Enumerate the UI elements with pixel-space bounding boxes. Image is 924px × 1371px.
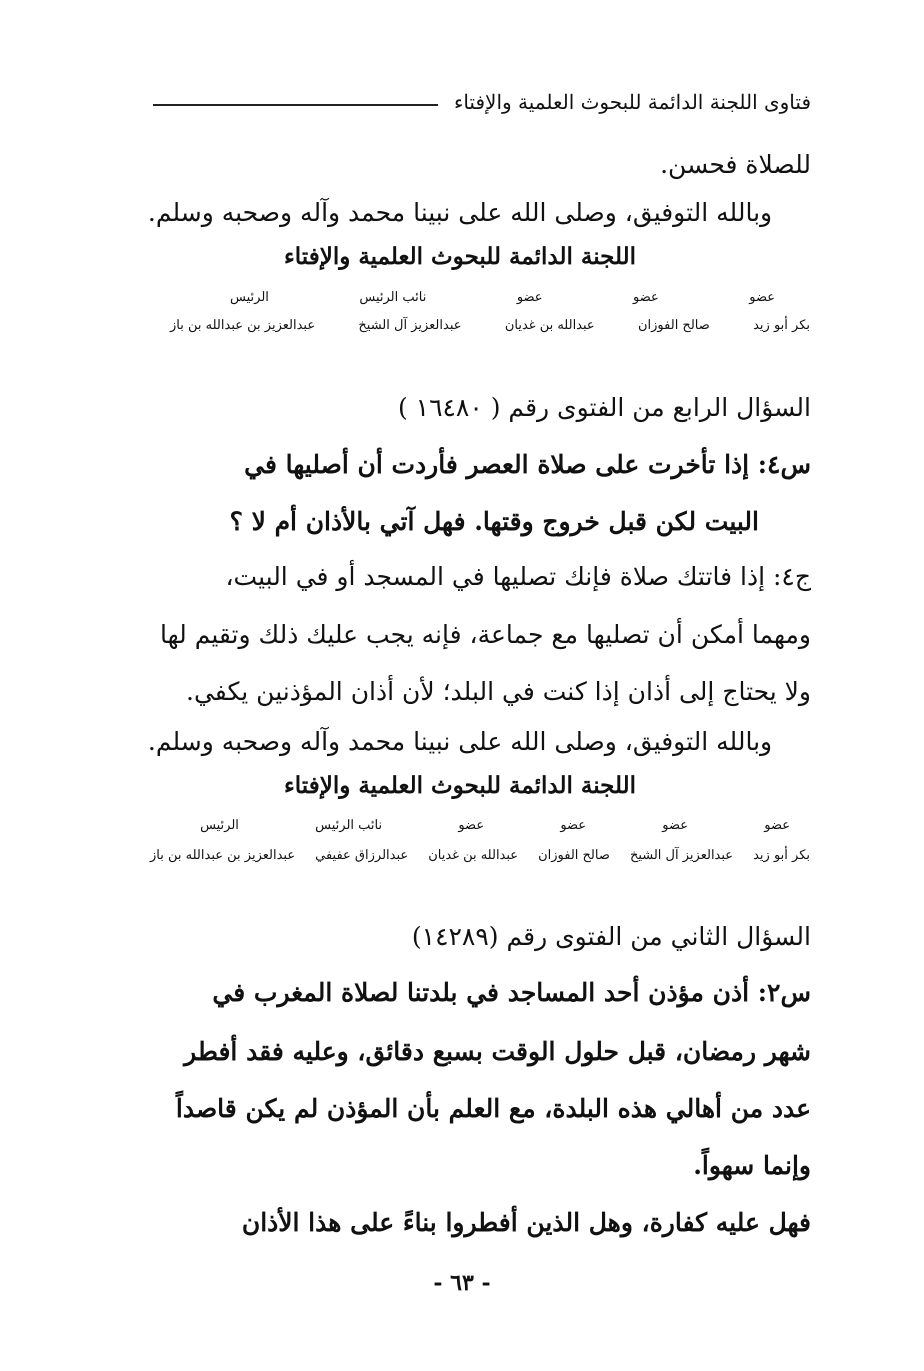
signatory-name: بكر أبو زيد — [753, 318, 810, 333]
signatory-roles — [230, 290, 775, 305]
signatory-name: عبدالعزيز بن عبدالله بن باز — [150, 848, 296, 863]
signatory-name: عبدالعزيز آل الشيخ — [358, 318, 462, 333]
text-line: للصلاة فحسن. — [660, 150, 811, 179]
signatory-name: عبدالله بن غديان — [428, 848, 519, 863]
signatory-role: الرئيس — [230, 290, 269, 305]
closing-line: وبالله التوفيق، وصلى الله على نبينا محمد وآله وصحبه وسلم. — [147, 727, 773, 756]
header-rule — [153, 104, 438, 106]
signatory-name: بكر أبو زيد — [753, 848, 810, 863]
question-line: فهل عليه كفارة، وهل الذين أفطروا بناءً على هذا الأذان — [241, 1208, 811, 1237]
running-header: فتاوى اللجنة الدائمة للبحوث العلمية والإفتاء — [453, 90, 811, 114]
closing-line: وبالله التوفيق، وصلى الله على نبينا محمد وآله وصحبه وسلم. — [147, 198, 773, 227]
page-number: - ٦٣ - — [433, 1270, 491, 1296]
section-heading: السؤال الثاني من الفتوى رقم (١٤٢٨٩) — [411, 922, 811, 951]
question-line: البيت لكن قبل خروج وقتها. فهل آتي بالأذان أم لا ؟ — [229, 507, 759, 536]
committee-title: اللجنة الدائمة للبحوث العلمية والإفتاء — [283, 772, 637, 799]
signatory-role: عضو — [516, 290, 543, 305]
signatory-role: عضو — [458, 818, 485, 833]
question-line: عدد من أهالي هذه البلدة، مع العلم بأن المؤذن لم يكن قاصداً — [175, 1094, 811, 1123]
answer-line: ج٤: إذا فاتتك صلاة فإنك تصليها في المسجد أو في البيت، — [225, 562, 811, 591]
signatory-role: عضو — [633, 290, 659, 305]
answer-line: ومهما أمكن أن تصليها مع جماعة، فإنه يجب عليك ذلك وتقيم لها — [160, 620, 811, 649]
question-line: وإنما سهواً. — [693, 1151, 811, 1180]
signatory-role: عضو — [560, 818, 587, 833]
signatory-role: الرئيس — [200, 818, 239, 833]
signatory-role: عضو — [749, 290, 775, 305]
signatory-name: عبدالله بن غديان — [504, 318, 595, 333]
signatory-name: عبدالعزيز بن عبدالله بن باز — [170, 318, 316, 333]
signatory-role: نائب الرئيس — [359, 290, 427, 305]
committee-title: اللجنة الدائمة للبحوث العلمية والإفتاء — [283, 243, 637, 270]
signatory-role: عضو — [764, 818, 790, 833]
question-line: شهر رمضان، قبل حلول الوقت بسبع دقائق، وعليه فقد أفطر — [184, 1037, 811, 1066]
question-line: س٤: إذا تأخرت على صلاة العصر فأردت أن أصليها في — [244, 450, 811, 479]
signatory-role: نائب الرئيس — [315, 818, 383, 833]
signatory-role: عضو — [662, 818, 689, 833]
signatory-name: عبدالعزيز آل الشيخ — [629, 848, 734, 863]
signatory-name: صالح الفوزان — [538, 848, 610, 863]
signatory-name: صالح الفوزان — [638, 318, 710, 333]
answer-line: ولا يحتاج إلى أذان إذا كنت في البلد؛ لأن أذان المؤذنين يكفي. — [186, 677, 811, 706]
section-heading: السؤال الرابع من الفتوى رقم ( ١٦٤٨٠ ) — [397, 393, 811, 422]
signatory-name: عبدالرزاق عفيفي — [315, 848, 409, 863]
signatory-names — [170, 318, 810, 333]
signatory-roles — [200, 818, 790, 833]
question-line: س٢: أذن مؤذن أحد المساجد في بلدتنا لصلاة المغرب في — [212, 978, 811, 1007]
signatory-names — [150, 848, 810, 863]
